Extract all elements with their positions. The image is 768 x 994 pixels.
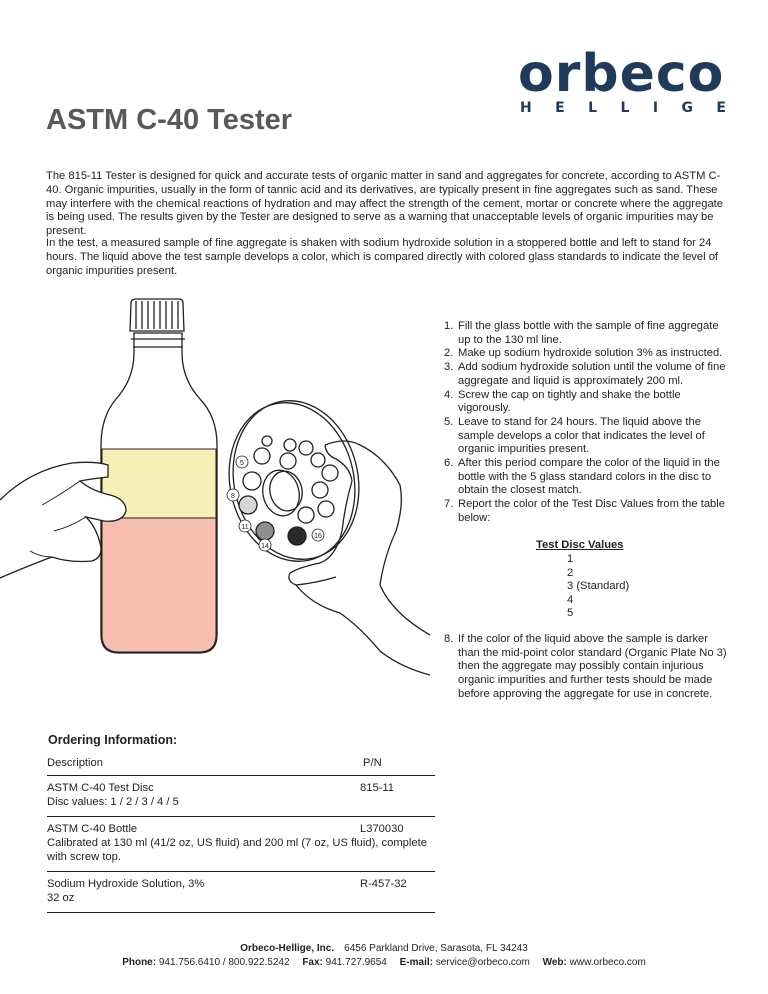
product-detail: Disc values: 1 / 2 / 3 / 4 / 5 [47, 796, 179, 808]
product-pn: L370030 [360, 823, 404, 835]
disc-value: 3 (Standard) [567, 580, 630, 593]
logo-letter: E [716, 100, 726, 116]
step-item [444, 416, 729, 457]
disc-label: 11 [241, 524, 249, 531]
step-text: Report the color of the Test Disc Values from the table below: [458, 498, 725, 524]
company-address: 6456 Parkland Drive, Sarasota, FL 34243 [344, 943, 528, 954]
step-text: Make up sodium hydroxide solution 3% as instructed. [458, 347, 723, 360]
step-item [444, 633, 729, 702]
footer-line-1 [0, 942, 768, 956]
test-disc-values-list [567, 553, 629, 621]
product-name: ASTM C-40 Test Disc [47, 782, 154, 794]
logo-letter: H [520, 100, 532, 116]
phone-label: Phone: [122, 957, 157, 968]
step-text: Screw the cap on tightly and shake the bottle vigorously. [458, 388, 681, 415]
product-pn: R-457-32 [360, 878, 407, 890]
product-pn: 815-11 [360, 782, 395, 794]
ordering-info-title: Ordering Information: [48, 733, 178, 747]
table-row [47, 776, 435, 817]
step-text: After this period compare the color of the liquid in the bottle with the 5 glass standard colors in the disc to obtain the closest match. [458, 457, 720, 497]
step-number: 2. [444, 347, 454, 360]
step-item [444, 389, 729, 416]
table-row [47, 872, 435, 913]
phone-number: 941.756.6410 / 800.922.5242 [158, 957, 290, 968]
test-description-paragraph: In the test, a measured sample of fine aggregate is shaken with sodium hydroxide solution in a stoppered bottle and left to stand for 24 hours. The liquid above the test sample develops a color, which is compared directly with colored glass standards to indicate the level of organic impurities present. [46, 237, 719, 277]
step-text: If the color of the liquid above the sample is darker than the mid-point color standard (Organic Plate No 3) then the aggregate may possibly contain injurious organic impurities and further tests should be made before approving the aggregate for use in concrete. [458, 633, 727, 700]
company-name: Orbeco-Hellige, Inc. [240, 943, 335, 954]
sediment-layer [102, 518, 216, 652]
disc-value: 4 [567, 593, 574, 606]
step-number: 3. [444, 361, 454, 374]
bottle-cap [130, 299, 184, 331]
test-disc-values-heading: Test Disc Values [536, 539, 624, 551]
footer-line-2 [0, 956, 768, 970]
disc-label: 16 [314, 533, 322, 540]
web-link[interactable]: www.orbeco.com [569, 957, 646, 968]
step-text: Fill the glass bottle with the sample of fine aggregate up to the 130 ml line. [458, 320, 719, 346]
disc-label: 14 [261, 543, 269, 550]
intro-paragraph: The 815-11 Tester is designed for quick and accurate tests of organic matter in sand and aggregates for concrete, according to ASTM C-40. Organic impurities, usually in the form of tannic acid and its derivatives, are typically present in fine aggregates such as sand. These may interfere with the chemical reactions of hydration and may affect the strength of the cement, mortar or concrete where the aggregate is being used. The results given by the Tester are designed to serve as a warning that unacceptable levels of organic impurities may be present. [46, 170, 723, 238]
step-text: Leave to stand for 24 hours. The liquid above the sample develops a color that indicates the level of organic impurities present. [458, 415, 705, 456]
procedure-steps [444, 320, 729, 526]
web-label: Web: [542, 957, 567, 968]
logo-letter: L [620, 100, 630, 116]
fax-number: 941.727.9654 [325, 957, 387, 968]
page-title: ASTM C-40 Tester [46, 104, 293, 136]
logo-letter: E [555, 100, 565, 116]
step-number: 7. [444, 498, 454, 511]
email-label: E-mail: [399, 957, 433, 968]
fax-label: Fax: [302, 957, 323, 968]
logo-letter: G [681, 100, 693, 116]
step-item [444, 361, 729, 388]
step-number: 6. [444, 457, 454, 470]
product-detail: Calibrated at 130 ml (41/2 oz, US fluid) and 200 ml (7 oz, US fluid), complete with screw top. [47, 837, 427, 863]
ordering-table-header [47, 755, 435, 776]
product-detail: 32 oz [47, 892, 75, 904]
ordering-table [47, 755, 435, 913]
step-item [444, 320, 729, 347]
disc-value: 5 [567, 607, 574, 620]
logo-letter: L [588, 100, 598, 116]
product-name: ASTM C-40 Bottle [47, 823, 138, 835]
step-number: 4. [444, 388, 454, 401]
orbeco-hellige-logo [518, 44, 726, 118]
product-name: Sodium Hydroxide Solution, 3% [47, 878, 205, 890]
disc-label: 5 [240, 460, 244, 467]
email-link[interactable]: service@orbeco.com [435, 957, 530, 968]
step-text: Add sodium hydroxide solution until the volume of fine aggregate and liquid is approximately 200 ml. [458, 361, 726, 387]
bottle-and-disc-illustration [0, 295, 430, 720]
logo-letter: I [652, 100, 659, 116]
step-number: 8. [444, 633, 454, 645]
disc-value: 1 [567, 553, 574, 565]
step-number: 5. [444, 415, 454, 428]
procedure-step-8 [444, 633, 729, 702]
header-description: Description [47, 757, 103, 769]
step-item [444, 498, 729, 525]
step-number: 1. [444, 320, 454, 332]
disc-value: 2 [567, 566, 574, 579]
step-item [444, 457, 729, 498]
disc-label: 8 [231, 493, 235, 500]
step-item [444, 347, 729, 361]
logo-wordmark: orbeco [518, 44, 725, 104]
table-row [47, 817, 435, 872]
page-footer [0, 942, 768, 970]
header-pn: P/N [363, 757, 382, 769]
logo-subtitle [520, 100, 726, 116]
test-disc [215, 389, 374, 573]
